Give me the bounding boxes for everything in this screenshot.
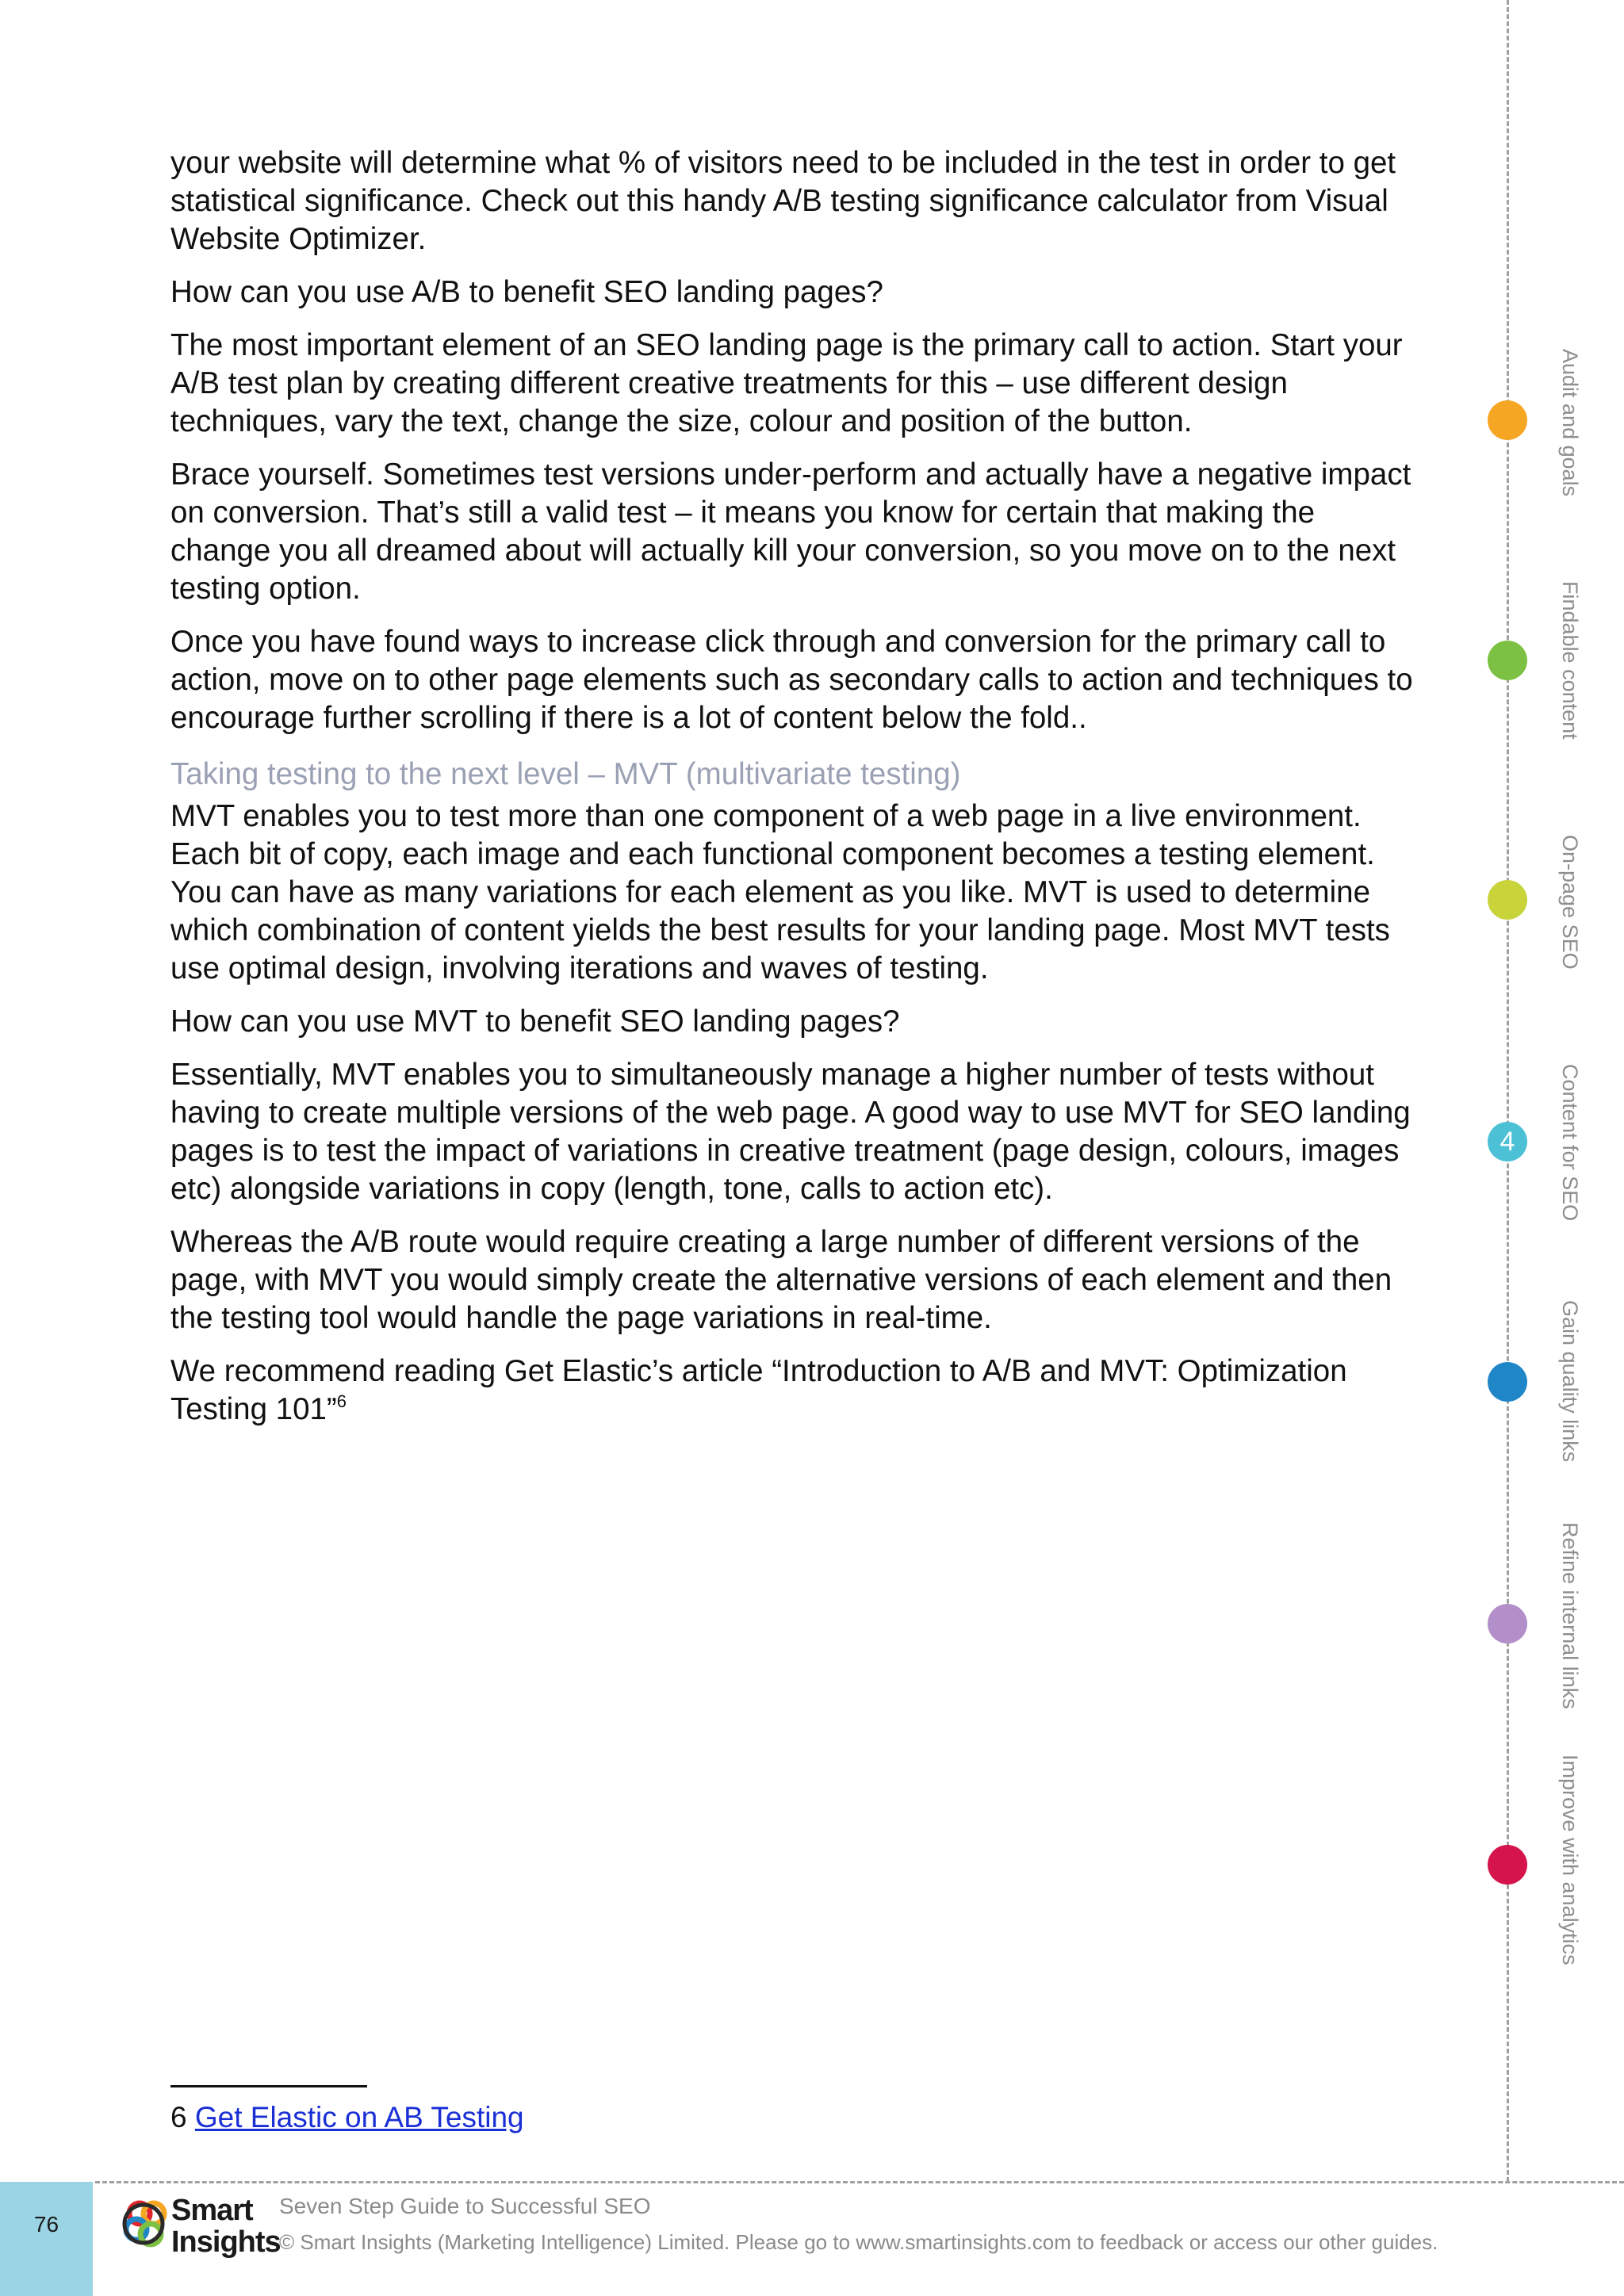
paragraph: The most important element of an SEO landing page is the primary call to action. Start your A/B test plan by creating different creative treatments for this – use different design techniques, vary the text, change the size, colour and position of the button. bbox=[170, 328, 1403, 438]
step-6-label[interactable]: Refine internal links bbox=[1558, 1522, 1582, 1709]
step-5-label[interactable]: Gain quality links bbox=[1558, 1300, 1582, 1463]
page-number-box bbox=[0, 2182, 93, 2296]
step-7-marker[interactable] bbox=[1488, 1845, 1527, 1885]
step-5-marker[interactable] bbox=[1488, 1362, 1527, 1402]
step-2-label[interactable]: Findable content bbox=[1558, 581, 1582, 740]
section-heading: Taking testing to the next level – MVT (multivariate testing) bbox=[170, 757, 961, 791]
footnote bbox=[170, 2099, 524, 2136]
step-7-label[interactable]: Improve with analytics bbox=[1558, 1755, 1582, 1965]
main-content bbox=[170, 144, 1423, 1444]
logo-word-smart: Smart bbox=[171, 2194, 253, 2227]
paragraph: How can you use A/B to benefit SEO landing pages? bbox=[170, 275, 883, 309]
guide-title: Seven Step Guide to Successful SEO bbox=[279, 2194, 651, 2218]
footnote-reference[interactable]: 6 bbox=[336, 1391, 347, 1411]
paragraph: Whereas the A/B route would require creating a large number of different versions of the page, with MVT you would simply create the alternative versions of each element and then the testing tool would handle the page variations in real-time. bbox=[170, 1225, 1392, 1335]
footnote-divider bbox=[170, 2085, 367, 2087]
paragraph-recommendation bbox=[170, 1353, 1423, 1429]
logo-word-insights: Insights bbox=[171, 2225, 281, 2259]
paragraph: Brace yourself. Sometimes test versions under-perform and actually have a negative impact on conversion. That’s still a valid test – it means you know for certain that making the change you all dreamed about will actually kill your conversion, so you move on to the next testing option. bbox=[170, 457, 1411, 606]
paragraph: your website will determine what % of visitors need to be included in the test in order to get statistical significance. Check out this handy A/B testing significance calculator from Visual Website Optimizer. bbox=[170, 146, 1396, 256]
paragraph: Essentially, MVT enables you to simultaneously manage a higher number of tests without having to create multiple versions of the web page. A good way to use MVT for SEO landing pages is to test the impact of variations in creative treatment (page design, colours, images etc) alongside variations in copy (length, tone, calls to action etc). bbox=[170, 1058, 1411, 1206]
footnote-link[interactable]: Get Elastic on AB Testing bbox=[194, 2101, 524, 2133]
recommendation-text: We recommend reading Get Elastic’s article “Introduction to A/B and MVT: Optimization Testing 101” bbox=[170, 1354, 1347, 1426]
step-2-marker[interactable] bbox=[1488, 641, 1527, 680]
footnote-number: 6 bbox=[170, 2101, 187, 2133]
copyright-notice: © Smart Insights (Marketing Intelligence) Limited. Please go to www.smartinsights.com to feedback or access our other guides. bbox=[279, 2230, 1438, 2254]
paragraph: Once you have found ways to increase click through and conversion for the primary call to action, move on to other page elements such as secondary calls to action and techniques to encourage further scrolling if there is a lot of content below the fold.. bbox=[170, 625, 1413, 735]
step-3-label[interactable]: On-page SEO bbox=[1558, 835, 1582, 970]
paragraph: How can you use MVT to benefit SEO landing pages? bbox=[170, 1004, 900, 1039]
step-1-marker[interactable] bbox=[1488, 400, 1527, 440]
logo-wordmark bbox=[171, 2195, 281, 2258]
step-3-marker[interactable] bbox=[1488, 880, 1527, 920]
page-number: 76 bbox=[33, 2212, 59, 2237]
paragraph: MVT enables you to test more than one component of a web page in a live environment. Each bit of copy, each image and each functional component becomes a testing element. You can have as many variations for each element as you like. MVT is used to determine which combination of content yields the best results for your landing page. Most MVT tests use optimal design, involving iterations and waves of testing. bbox=[170, 799, 1390, 985]
step-4-label[interactable]: Content for SEO bbox=[1558, 1064, 1582, 1222]
step-1-label[interactable]: Audit and goals bbox=[1558, 349, 1582, 497]
footer-divider bbox=[95, 2181, 1624, 2183]
step-6-marker[interactable] bbox=[1488, 1604, 1527, 1644]
step-4-marker-current[interactable]: 4 bbox=[1488, 1122, 1527, 1161]
